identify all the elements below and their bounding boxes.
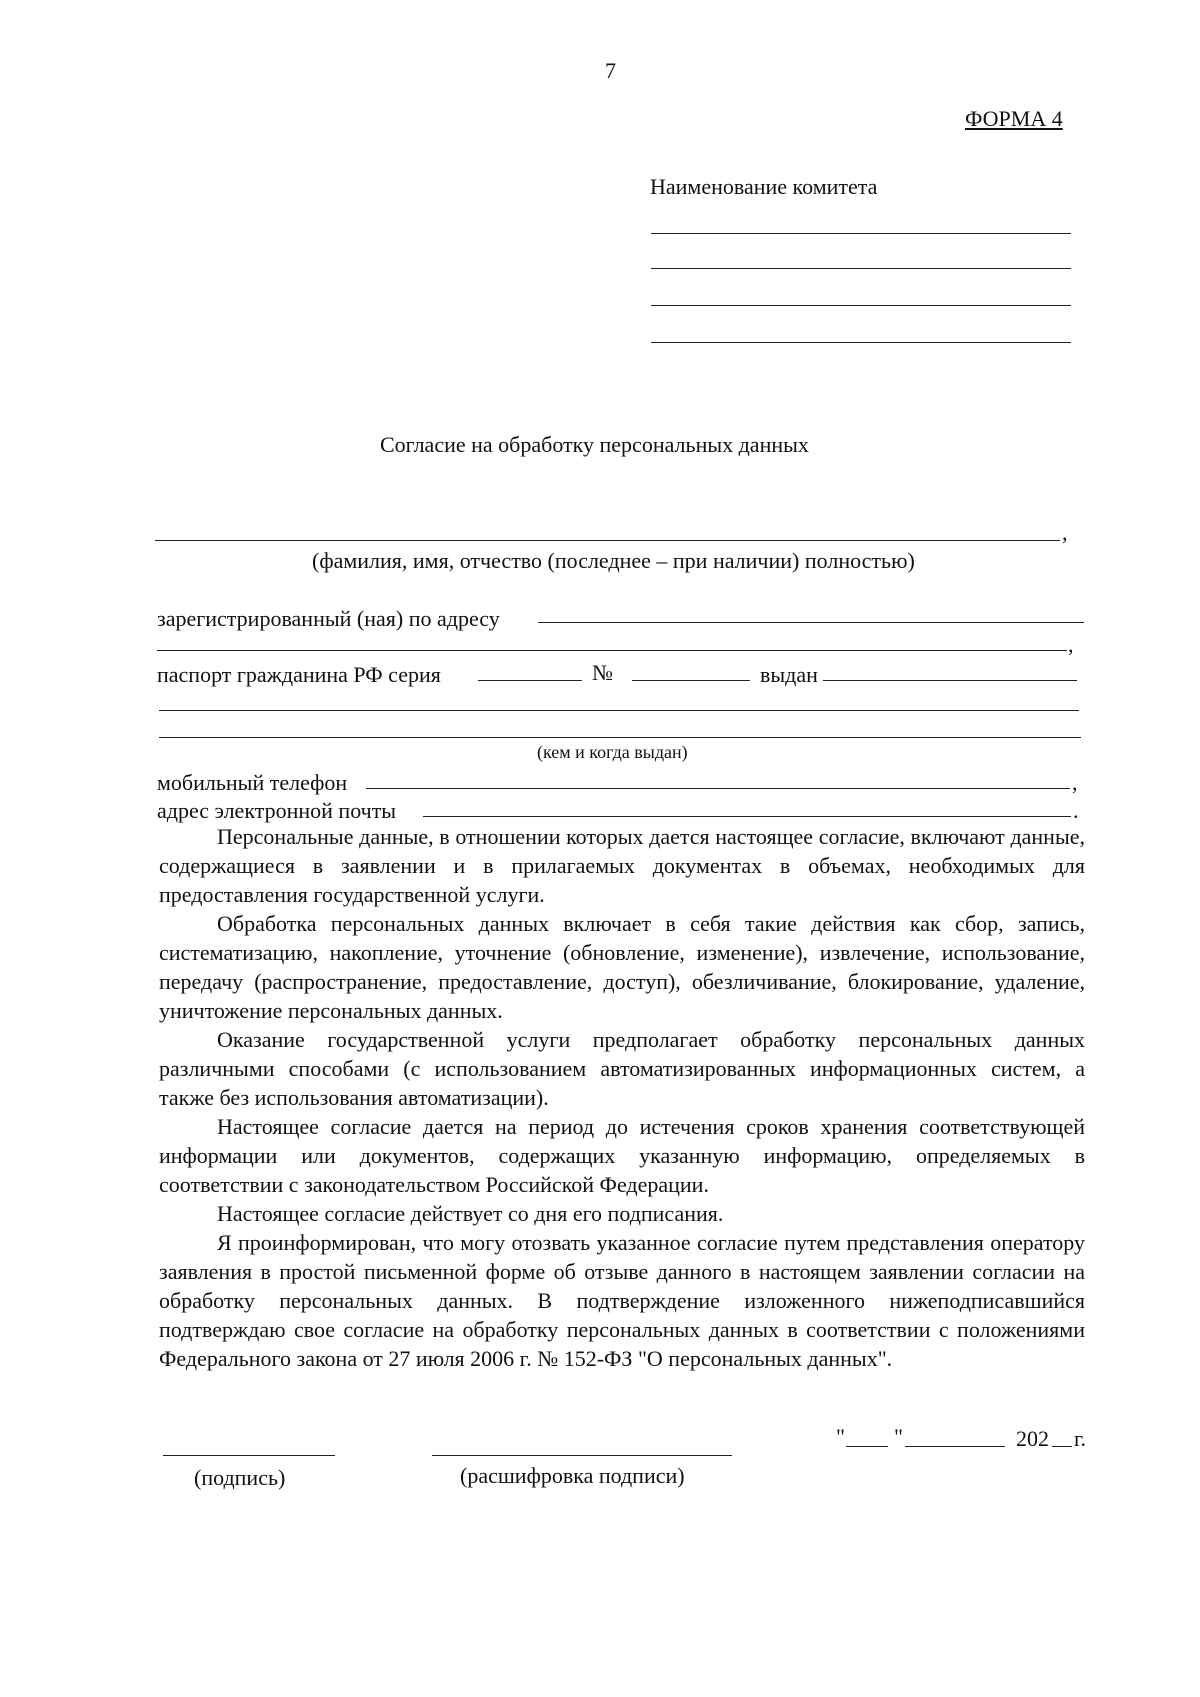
issued-hint: (кем и когда выдан) [537,742,688,762]
decoding-caption: (расшифровка подписи) [460,1463,685,1488]
address-comma: , [1068,632,1074,657]
email-period: . [1073,798,1079,823]
fio-hint: (фамилия, имя, отчество (последнее – при наличии) полностью) [312,548,915,573]
phone-field[interactable] [366,788,1070,789]
committee-line-2[interactable] [651,268,1071,269]
date-year-field[interactable] [1052,1446,1072,1447]
page-number: 7 [605,58,616,83]
email-field[interactable] [423,816,1071,817]
registered-label: зарегистрированный (ная) по адресу [157,606,500,631]
phone-label: мобильный телефон [157,770,348,795]
address-line-1[interactable] [538,622,1084,623]
issued-line-2[interactable] [159,710,1079,711]
address-line-2[interactable] [157,650,1067,651]
paragraph: Оказание государственной услуги предполагает обработку персональных данных различными способами (с использованием автоматизированных информационных систем, а также без использования автоматизации). [159,1027,1085,1110]
date-day-field[interactable] [846,1446,888,1447]
date-quote-open: " [836,1424,845,1449]
phone-comma: , [1072,770,1078,795]
date-year-prefix: 202 [1016,1426,1049,1451]
passport-series-field[interactable] [478,680,582,681]
committee-line-4[interactable] [651,342,1071,343]
signature-line[interactable] [163,1455,335,1456]
signature-caption: (подпись) [194,1465,286,1490]
committee-line-3[interactable] [651,305,1071,306]
email-label: адрес электронной почты [157,798,397,823]
fio-comma: , [1062,520,1068,545]
form-label: ФОРМА 4 [965,106,1063,131]
document-title: Согласие на обработку персональных данных [380,432,809,457]
paragraph: Настоящее согласие дается на период до истечения сроков хранения соответствующей информации или документов, содержащих указанную информацию, определяемых в соответствии с законодательством Российской Федерации. [159,1114,1085,1197]
passport-label: паспорт гражданина РФ серия [157,662,441,687]
issued-label: выдан [760,662,818,687]
committee-label: Наименование комитета [650,174,878,199]
date-quote-close: " [894,1424,903,1449]
fio-line[interactable] [155,540,1060,541]
number-sign: № [592,660,613,685]
issued-line-3[interactable] [159,737,1081,738]
decoding-line[interactable] [432,1455,732,1456]
paragraph: Настоящее согласие действует со дня его подписания. [217,1201,724,1226]
date-month-field[interactable] [905,1446,1005,1447]
date-year-suffix: г. [1074,1426,1087,1451]
body-text [159,822,1085,1373]
committee-line-1[interactable] [651,233,1071,234]
paragraph: Я проинформирован, что могу отозвать указанное согласие путем представления оператору заявления в простой письменной форме об отзыве данного в настоящем заявлении согласии на обработку персональных данных. В подтверждение изложенного нижеподписавшийся подтверждаю свое согласие на обработку персональных данных в соответствии с положениями Федерального закона от 27 июля 2006 г. № 152-ФЗ "О персональных данных". [159,1230,1085,1371]
issued-field[interactable] [823,680,1077,681]
paragraph: Персональные данные, в отношении которых дается настоящее согласие, включают данные, содержащиеся в заявлении и в прилагаемых документах в объемах, необходимых для предоставления государственной услуги. [159,824,1085,907]
paragraph: Обработка персональных данных включает в себя такие действия как сбор, запись, систематизацию, накопление, уточнение (обновление, изменение), извлечение, использование, передачу (распространение, предоставление, доступ), обезличивание, блокирование, удаление, уничтожение персональных данных. [159,911,1085,1023]
passport-number-field[interactable] [632,680,750,681]
